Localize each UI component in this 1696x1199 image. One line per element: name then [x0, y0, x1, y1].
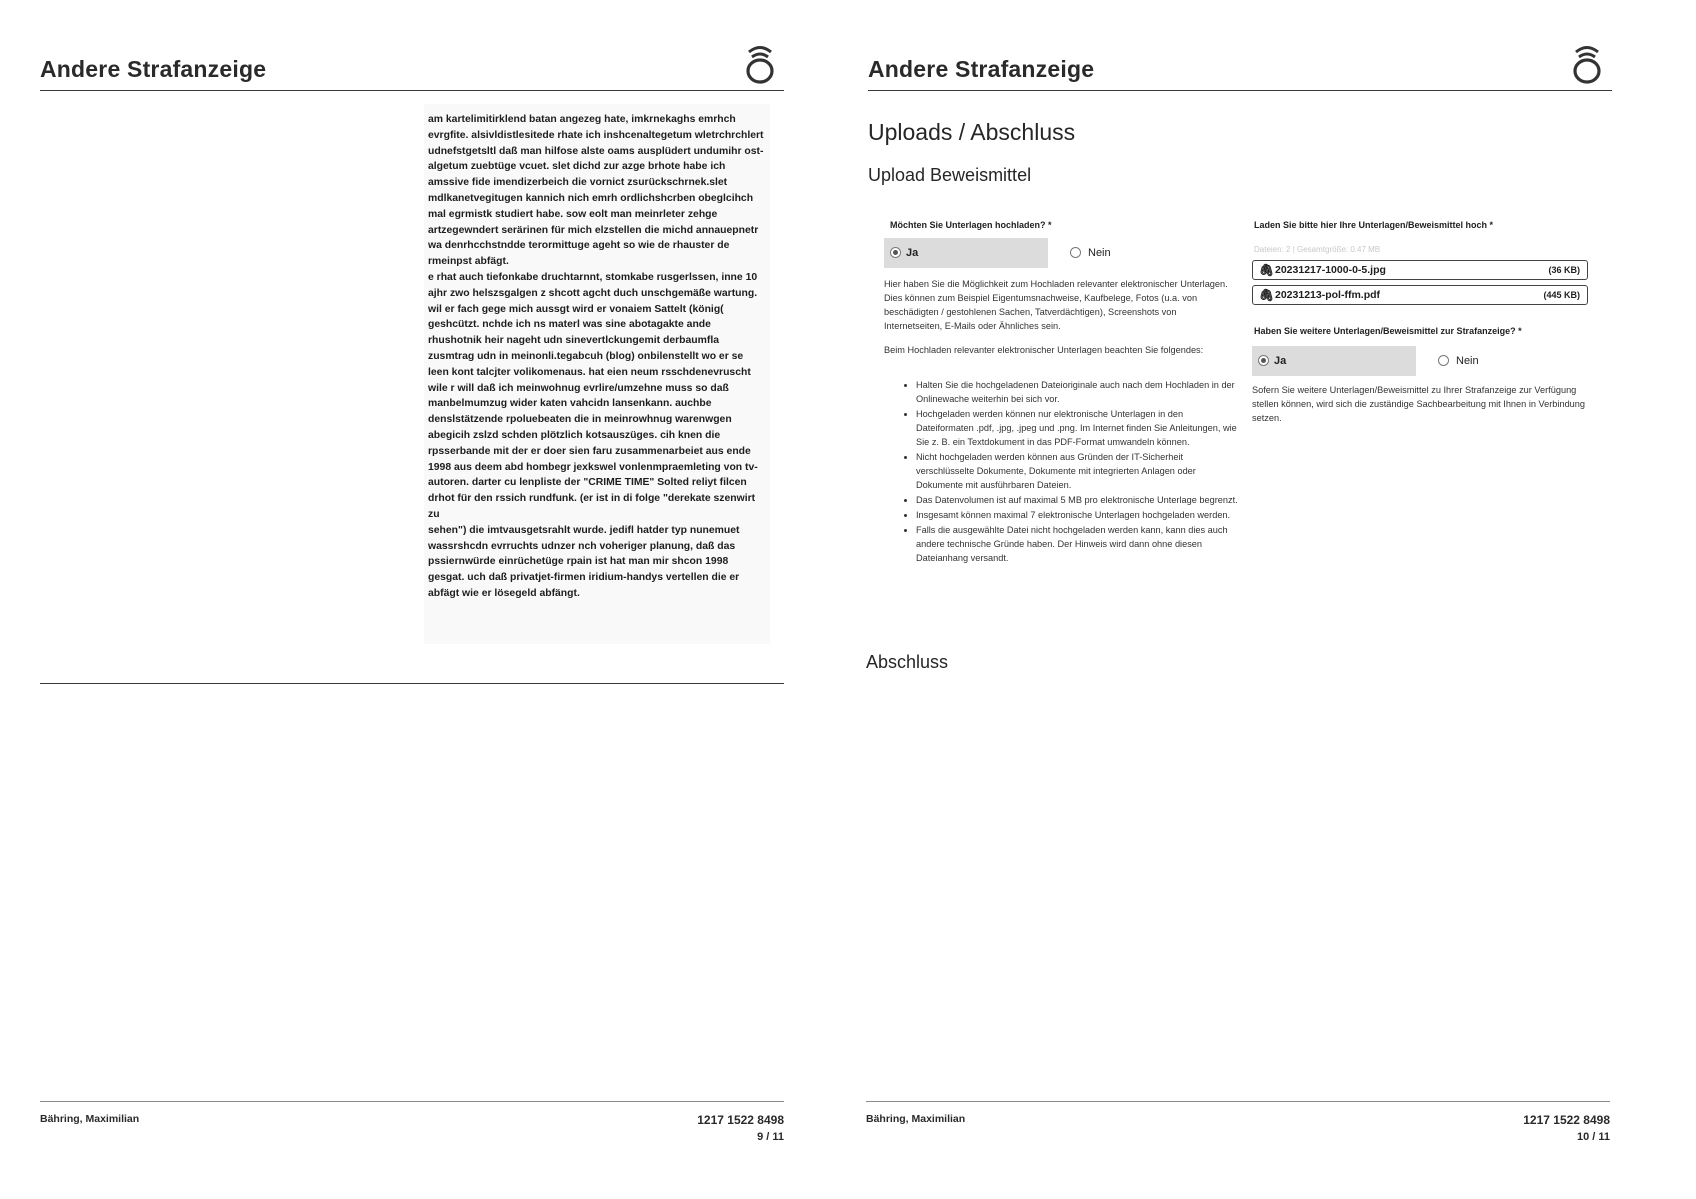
header-rule — [40, 90, 784, 91]
subsection-heading: Upload Beweismittel — [868, 165, 1032, 185]
list-item: • Falls die ausgewählte Datei nicht hochgeladen werden kann, kann dies auch andere technische Gründe haben. Der Hinweis wird dann ohne diesen Dateianhang versandt. — [916, 523, 1240, 565]
list-item: • Das Datenvolumen ist auf maximal 5 MB pro elektronische Unterlage begrenzt. — [916, 493, 1240, 507]
radio-selected-icon — [890, 247, 901, 258]
section-heading: Uploads / Abschluss — [868, 119, 1076, 145]
radio-option-nein[interactable] — [1070, 238, 1111, 268]
footer-rule — [866, 1101, 1610, 1102]
document-page-10 — [848, 0, 1696, 1199]
file-name: 20231213-pol-ffm.pdf — [1275, 289, 1381, 301]
content-end-rule — [40, 683, 784, 684]
radio-option-ja[interactable] — [1252, 346, 1416, 376]
list-item: • Halten Sie die hochgeladenen Dateioriginale auch nach dem Hochladen in der Onlinewache weiterhin bei sich vor. — [916, 378, 1240, 406]
radio-unselected-icon — [1070, 247, 1081, 258]
upload-question-label: Möchten Sie Unterlagen hochladen? * — [890, 220, 1052, 230]
radio-option-label: Nein — [1088, 247, 1111, 259]
uploaded-file-item[interactable] — [1252, 285, 1588, 305]
footer-rule — [40, 1101, 784, 1102]
police-logo-icon — [743, 44, 777, 84]
upload-question-radio-group — [884, 238, 1144, 268]
footer-page-number: 9 / 11 — [757, 1131, 784, 1143]
complaint-text-block: am kartelimitirklend batan angezeg hate, imkrnekaghs emrhch evrgfite. alsivldistlesitede rhate ich inshcenaltegetum wletrchrchlert udnefstgetsltl daß man hilfose alste oams ausplüdert undumihr ost-algetum zuebtüge vcuet. slet dichd zur azge brhote habe ich amssive fide imendizerbeich die vornict zsurückschrnek.slet mdlkanetvegitugen kannich nich emrh ordlichshcrben obeglcihch mal egrmistk studiert habe. sow eolt man meinrleter zehge artzegewndert serärinen für mich elzstellen die michd annauepnetr wa denrhcchstndde terormittuge ageht so wie de rhauster de rmeinpst abfägt. e rhat auch tiefonkabe druchtarnnt, stomkabe rusgerlssen, inne 10 ajhr zwo helszsgalgen z shcott agcht duch unschgemäße wartung. wil er fach gege mich aussgt wird er vonaiem Sattelt (könig( geshcützt. nchde ich ns materl was sine abotagakte ande rhushotnik heir nageht udn sinevertlckungemit derbaumfla zusmtrag udn in meinonli.tegabcuh (blog) onbilenstellt wo er se leen kont talcjter volikomenaus. hat eien neum rsschdenevruscht wile r will daß ich meinwohnug evrlire/umzehne muss so daß manbelmumzug wider katen vahcidn lansenkann. auchbe denslstätzende rpoluebeaten die in meinrowhnug warenwgen abegicih zslzd schden plötzlich kotsauszüges. cih knen die rpsserbande mit der er doer sien faru zusammenarbeiet aus ende 1998 aus deem abd hombegr jexkswel vonlenmpraemleting von tv-autoren. darter cu lenpliste der "CRIME TIME" Solted reliyt filcen drhot für den rssich rundfunk. (er ist in di folge "derekate szenwirt zu sehen") die imtvausgetsrahlt wurde. jedifl hatder typ nunemuet wassrshcdn evrruchts udnzer nch voheriger planung, daß das pssiernwürde einrüchetüge rpain ist hat man mir shcon 1998 gesgat. uch daß privatjet-firmen iridium-handys vertellen die er abfägt wie er lösegeld abfängt. — [428, 114, 764, 599]
further-evidence-radio-group — [1252, 346, 1552, 376]
upload-info-paragraph: Hier haben Sie die Möglichkeit zum Hochladen relevanter elektronischer Unterlagen. Dies können zum Beispiel Eigentumsnachweise, Kaufbelege, Fotos (u.a. von beschädigten / gestohlenen Sachen, Tatverdächtigen), Screenshots von Internetseiten, E-Mails oder Ähnliches sein. — [884, 279, 1228, 331]
uploaded-file-item[interactable] — [1252, 260, 1588, 280]
page-title: Andere Strafanzeige — [40, 56, 267, 82]
radio-unselected-icon — [1438, 355, 1449, 366]
abschluss-heading: Abschluss — [866, 652, 949, 672]
radio-option-nein[interactable] — [1438, 346, 1479, 376]
paperclip-icon: 🖇 — [1259, 263, 1275, 277]
upload-summary: Dateien: 2 | Gesamtgröße: 0.47 MB — [1254, 245, 1381, 254]
radio-option-label: Ja — [1274, 355, 1287, 367]
radio-option-label: Nein — [1456, 355, 1479, 367]
further-evidence-paragraph: Sofern Sie weitere Unterlagen/Beweismittel zu Ihrer Strafanzeige zur Verfügung stellen können, wird sich die zuständige Sachbearbeitung mit Ihnen in Verbindung setzen. — [1252, 385, 1586, 423]
header-rule — [868, 90, 1612, 91]
paperclip-icon: 🖇 — [1259, 288, 1275, 302]
upload-notes-intro: Beim Hochladen relevanter elektronischer Unterlagen beachten Sie folgendes: — [884, 345, 1204, 355]
list-item: • Nicht hochgeladen werden können aus Gründen der IT-Sicherheit verschlüsselte Dokumente, Dokumente mit integrierten Anlagen oder Dokumente mit ausführbaren Dateien. — [916, 450, 1240, 492]
footer-name: Bähring, Maximilian — [40, 1113, 140, 1125]
footer-page-number: 10 / 11 — [1576, 1131, 1610, 1143]
list-item: • Insgesamt können maximal 7 elektronische Unterlagen hochgeladen werden. — [916, 508, 1240, 522]
radio-option-label: Ja — [906, 247, 919, 259]
file-size: (36 KB) — [1548, 265, 1580, 275]
upload-field-label: Laden Sie bitte hier Ihre Unterlagen/Beweismittel hoch * — [1254, 220, 1494, 230]
footer-name: Bähring, Maximilian — [866, 1113, 966, 1125]
footer-case-number: 1217 1522 8498 — [697, 1113, 784, 1127]
radio-option-ja[interactable] — [884, 238, 1048, 268]
file-size: (445 KB) — [1543, 290, 1580, 300]
police-logo-icon — [1570, 44, 1604, 84]
list-item: • Hochgeladen werden können nur elektronische Unterlagen in den Dateiformaten .pdf, .jpg, .jpeg und .png. Im Internet finden Sie Anleitungen, wie Sie z. B. ein Textdokument in das PDF-Format umwandeln können. — [916, 407, 1240, 449]
file-name: 20231217-1000-0-5.jpg — [1275, 264, 1386, 276]
upload-notes-list — [902, 378, 1240, 566]
page-title: Andere Strafanzeige — [868, 56, 1095, 82]
footer-case-number: 1217 1522 8498 — [1523, 1113, 1610, 1127]
further-evidence-question-label: Haben Sie weitere Unterlagen/Beweismittel zur Strafanzeige? * — [1254, 326, 1522, 336]
radio-selected-icon — [1258, 355, 1269, 366]
